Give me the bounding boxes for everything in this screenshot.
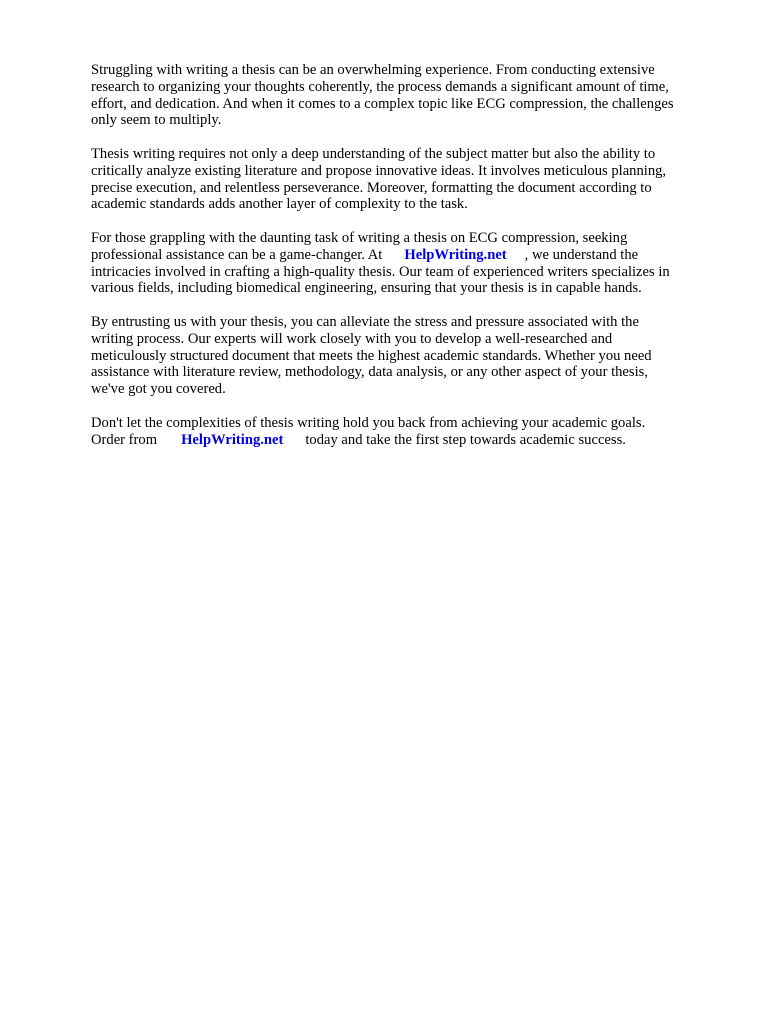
text-line: meticulously structured document that meets the highest academic standards. Whether you need xyxy=(91,347,652,364)
text-line: intricacies involved in crafting a high-quality thesis. Our team of experienced writers specializes in xyxy=(91,263,670,280)
paragraph-entrusting xyxy=(91,314,721,398)
paragraph-call-to-action xyxy=(91,415,721,449)
paragraph-requirements xyxy=(91,146,721,213)
text-line: For those grappling with the daunting task of writing a thesis on ECG compression, seeking xyxy=(91,229,628,246)
text-line: Struggling with writing a thesis can be an overwhelming experience. From conducting extensive xyxy=(91,62,655,78)
text-line xyxy=(91,247,721,264)
paragraph-assistance xyxy=(91,230,721,297)
text-line: only seem to multiply. xyxy=(91,112,222,129)
text-line: writing process. Our experts will work closely with you to develop a well-researched and xyxy=(91,330,613,347)
text-segment: today and take the first step towards academic success. xyxy=(305,431,626,448)
text-line: academic standards adds another layer of complexity to the task. xyxy=(91,196,468,213)
text-line: Don't let the complexities of thesis writing hold you back from achieving your academic goals. xyxy=(91,414,646,431)
text-line: assistance with literature review, methodology, data analysis, or any other aspect of your thesis, xyxy=(91,364,648,381)
text-segment: professional assistance can be a game-changer. At xyxy=(91,246,383,263)
text-line: critically analyze existing literature and propose innovative ideas. It involves meticulous planning, xyxy=(91,162,667,179)
document-page xyxy=(91,62,721,465)
text-line: effort, and dedication. And when it comes to a complex topic like ECG compression, the challenges xyxy=(91,95,674,112)
text-line: By entrusting us with your thesis, you can alleviate the stress and pressure associated with the xyxy=(91,313,639,330)
text-line: Thesis writing requires not only a deep understanding of the subject matter but also the ability to xyxy=(91,145,656,162)
helpwriting-link[interactable]: HelpWriting.net xyxy=(404,246,507,263)
text-line: various fields, including biomedical engineering, ensuring that your thesis is in capable hands. xyxy=(91,280,642,297)
text-segment: Order from xyxy=(91,431,158,448)
helpwriting-order-link[interactable]: HelpWriting.net xyxy=(181,431,284,448)
text-line xyxy=(91,432,721,449)
paragraph-intro xyxy=(91,62,721,129)
text-line: we've got you covered. xyxy=(91,381,226,398)
text-line: precise execution, and relentless perseverance. Moreover, formatting the document according to xyxy=(91,179,652,196)
text-segment: , we understand the xyxy=(524,246,639,263)
text-line: research to organizing your thoughts coherently, the process demands a significant amount of time, xyxy=(91,78,669,95)
